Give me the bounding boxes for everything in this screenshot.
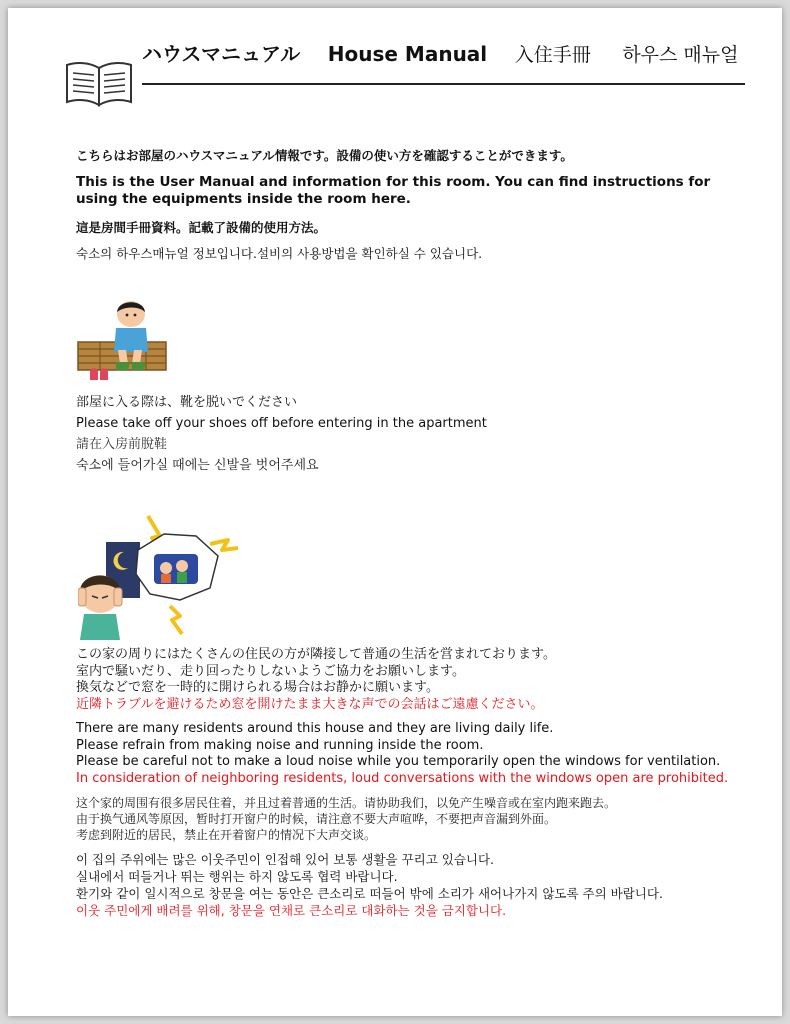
intro-section: [76, 146, 736, 262]
noise-ja-line-2: 室内で騒いだり、走り回ったりしないようご協力をお願いします。: [76, 663, 465, 679]
shoes-korean: 숙소에 들어가실 때에는 신발을 벗어주세요: [76, 458, 319, 473]
noise-ko-line-2: 실내에서 떠들거나 뛰는 행위는 하지 않도록 협력 바랍니다.: [76, 869, 398, 884]
noise-en-line-1: There are many residents around this house and they are living daily life.: [76, 721, 554, 736]
noise-korean-block: [76, 851, 736, 919]
intro-japanese: こちらはお部屋のハウスマニュアル情報です。設備の使い方を確認することができます。: [76, 148, 573, 163]
shoes-english: Please take off your shoes off before entering in the apartment: [76, 416, 487, 431]
noise-en-line-2: Please refrain from making noise and running inside the room.: [76, 737, 484, 753]
noise-zh-line-1: 这个家的周围有很多居民住着，并且过着普通的生活。请协助我们，以免产生噪音或在室内跑来跑去。: [76, 796, 617, 810]
title-row: [142, 38, 742, 67]
shoes-section: [76, 392, 696, 476]
noise-ko-warning: 이웃 주민에게 배려를 위해, 창문을 연채로 큰소리로 대화하는 것을 금지합니다.: [76, 903, 507, 918]
title-korean: 하우스 매뉴얼: [622, 44, 739, 66]
noise-english-block: [76, 721, 736, 787]
noise-zh-line-2: 由于换气通风等原因，暂时打开窗户的时候，请注意不要大声喧哗，不要把声音漏到外面。: [76, 812, 557, 826]
noise-en-warning: In consideration of neighboring residents, loud conversations with the windows open are prohibited.: [76, 770, 729, 786]
intro-korean: 숙소의 하우스매뉴얼 정보입니다.설비의 사용방법을 확인하실 수 있습니다.: [76, 246, 483, 261]
remove-shoes-illustration: [76, 298, 172, 382]
noise-complaint-illustration: [78, 514, 243, 640]
title-japanese: ハウスマニュアル: [142, 42, 301, 66]
noise-en-line-3: Please be careful not to make a loud noise while you temporarily open the windows for ventilation.: [76, 754, 721, 769]
manual-page: [8, 8, 782, 1016]
noise-japanese-block: [76, 647, 736, 713]
shoes-chinese: 請在入房前脫鞋: [76, 437, 168, 452]
noise-ko-line-1: 이 집의 주위에는 많은 이웃주민이 인접해 있어 보통 생활을 꾸리고 있습니다.: [76, 852, 495, 867]
title-chinese: 入住手冊: [514, 44, 591, 66]
noise-ja-line-3: 換気などで窓を一時的に開けられる場合はお静かに願います。: [76, 680, 439, 695]
noise-ko-line-3: 환기와 같이 일시적으로 창문을 여는 동안은 큰소리로 떠들어 밖에 소리가 새어나가지 않도록 주의 바랍니다.: [76, 886, 663, 901]
noise-section: [76, 647, 736, 927]
intro-english: This is the User Manual and information for this room. You can find instructions for using the equipments inside the room here.: [76, 174, 711, 207]
open-book-icon: [64, 58, 134, 108]
intro-chinese: 這是房間手冊資料。記載了設備的使用方法。: [76, 220, 327, 235]
noise-zh-warning: 考虑到附近的居民，禁止在开着窗户的情况下大声交谈。: [76, 828, 377, 842]
title-divider: [142, 83, 745, 85]
title-english: House Manual: [327, 42, 488, 66]
noise-ja-warning: 近隣トラブルを避けるため窓を開けたまま大きな声での会話はご遠慮ください。: [76, 696, 544, 712]
noise-chinese-block: [76, 795, 736, 843]
shoes-japanese: 部屋に入る際は、靴を脱いでください: [76, 395, 298, 410]
noise-ja-line-1: この家の周りにはたくさんの住民の方が隣接して普通の生活を営まれております。: [76, 647, 556, 662]
